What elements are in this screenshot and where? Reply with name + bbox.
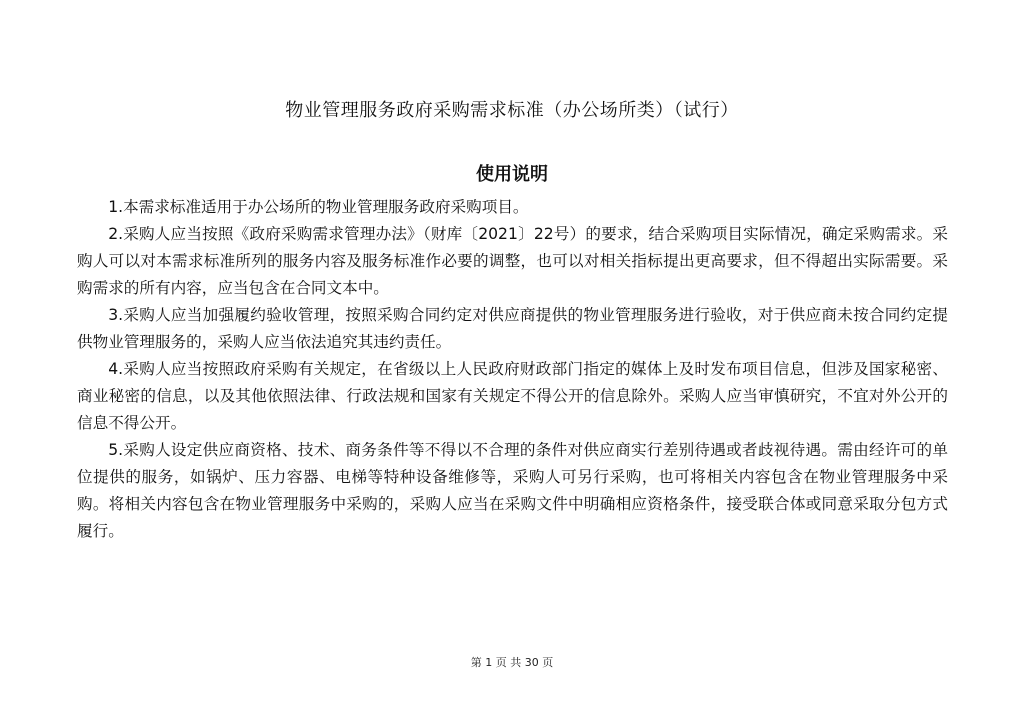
section-heading: 使用说明 bbox=[476, 164, 548, 185]
paragraph-5: 5.采购人设定供应商资格、技术、商务条件等不得以不合理的条件对供应商实行差别待遇或者歧视待遇。需由经许可的单位提供的服务，如锅炉、压力容器、电梯等特种设备维修等，采购人可另行采购，也可将相关内容包含在物业管理服务中采购。将相关内容包含在物业管理服务中采购的，采购人应当在采购文件中明确相应资格条件，接受联合体或同意采取分包方式履行。 bbox=[77, 441, 948, 540]
document-body bbox=[77, 194, 948, 545]
document-title: 物业管理服务政府采购需求标准（办公场所类）（试行） bbox=[285, 100, 739, 121]
page-footer: 第 1 页 共 30 页 bbox=[470, 656, 554, 669]
paragraph-4: 4.采购人应当按照政府采购有关规定，在省级以上人民政府财政部门指定的媒体上及时发布项目信息，但涉及国家秘密、商业秘密的信息，以及其他依照法律、行政法规和国家有关规定不得公开的信息除外。采购人应当审慎研究，不宜对外公开的信息不得公开。 bbox=[77, 360, 948, 432]
paragraph-3: 3.采购人应当加强履约验收管理，按照采购合同约定对供应商提供的物业管理服务进行验收，对于供应商未按合同约定提供物业管理服务的，采购人应当依法追究其违约责任。 bbox=[77, 306, 948, 351]
paragraph-1: 1.本需求标准适用于办公场所的物业管理服务政府采购项目。 bbox=[108, 198, 529, 216]
paragraph-2: 2.采购人应当按照《政府采购需求管理办法》（财库〔2021〕22号）的要求，结合采购项目实际情况，确定采购需求。采购人可以对本需求标准所列的服务内容及服务标准作必要的调整，也可以对相关指标提出更高要求，但不得超出实际需要。采购需求的所有内容，应当包含在合同文本中。 bbox=[77, 225, 948, 297]
